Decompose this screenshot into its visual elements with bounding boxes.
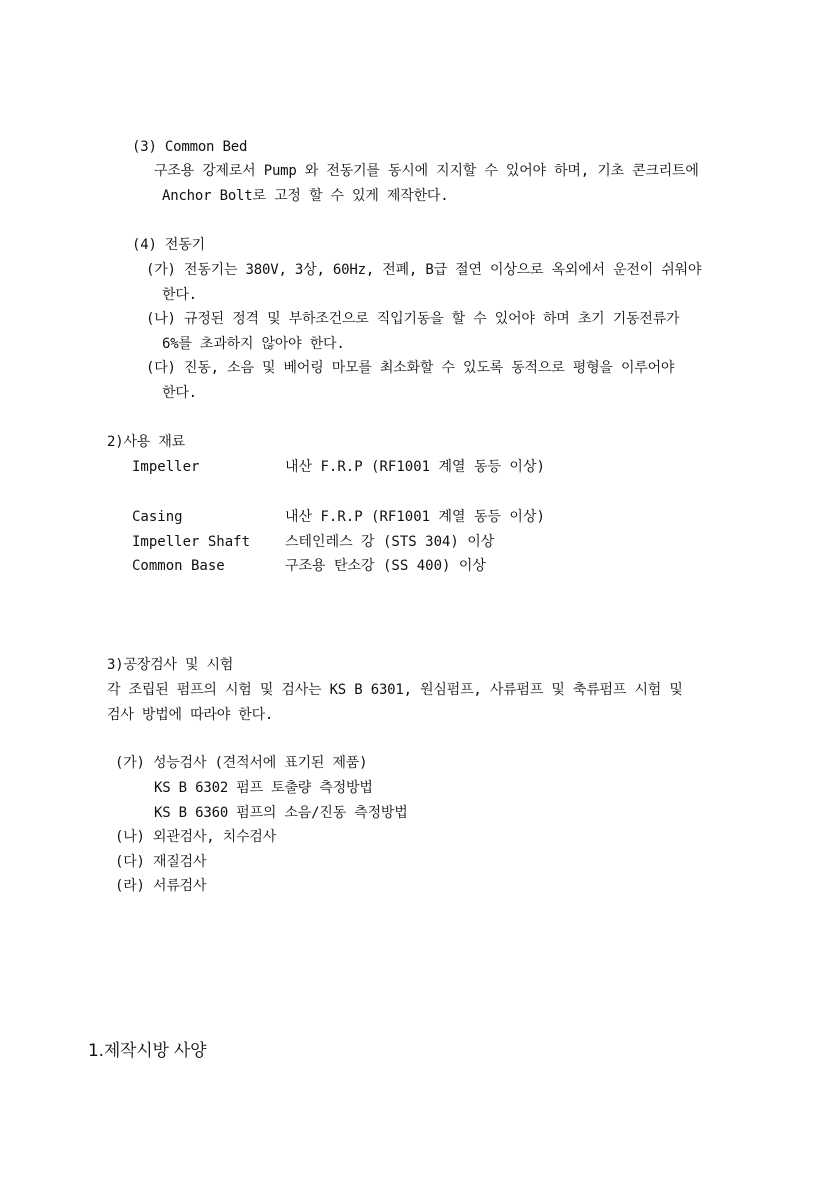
motor-item-na-line1: (나) 규정된 정격 및 부하조건으로 직입기동을 할 수 있어야 하며 초기 기동전류가 xyxy=(146,311,680,327)
section-heading: 1.제작시방 사양 xyxy=(88,1041,207,1061)
inspection-item-ga-sub2: KS B 6360 펌프의 소음/진동 측정방법 xyxy=(154,805,408,821)
inspection-intro-line2: 검사 방법에 따라야 한다. xyxy=(107,707,274,723)
motor-item-na-line2: 6%를 초과하지 않아야 한다. xyxy=(162,336,345,352)
inspection-item-da: (다) 재질검사 xyxy=(115,854,207,870)
motor-item-da-line2: 한다. xyxy=(162,385,197,401)
inspection-intro-line1: 각 조립된 펌프의 시험 및 검사는 KS B 6301, 원심펌프, 사류펌프 및 축류펌프 시험 및 xyxy=(107,682,683,698)
inspection-item-ra: (라) 서류검사 xyxy=(115,878,207,894)
motor-title: (4) 전동기 xyxy=(132,237,205,253)
material-name: Impeller Shaft xyxy=(132,534,251,550)
material-name: Casing xyxy=(132,509,183,525)
material-name: Common Base xyxy=(132,558,225,574)
material-spec: 내산 F.R.P (RF1001 계열 동등 이상) xyxy=(285,509,545,525)
motor-item-da-line1: (다) 진동, 소음 및 베어링 마모를 최소화할 수 있도록 동적으로 평형을 이루어야 xyxy=(146,360,675,376)
material-spec: 구조용 탄소강 (SS 400) 이상 xyxy=(285,558,486,574)
common-bed-text-line1: 구조용 강제로서 Pump 와 전동기를 동시에 지지할 수 있어야 하며, 기초 콘크리트에 xyxy=(154,163,699,179)
common-bed-title: (3) Common Bed xyxy=(132,139,248,155)
inspection-item-ga-sub1: KS B 6302 펌프 토출량 측정방법 xyxy=(154,780,373,796)
inspection-title: 3)공장검사 및 시험 xyxy=(107,657,234,673)
material-spec: 내산 F.R.P (RF1001 계열 동등 이상) xyxy=(285,459,545,475)
inspection-item-ga: (가) 성능검사 (견적서에 표기된 제품) xyxy=(115,755,368,771)
motor-item-ga-line1: (가) 전동기는 380V, 3상, 60Hz, 전폐, B급 절연 이상으로 옥외에서 운전이 쉬워야 xyxy=(146,262,702,278)
materials-title: 2)사용 재료 xyxy=(107,434,185,450)
motor-item-ga-line2: 한다. xyxy=(162,287,197,303)
common-bed-text-line2: Anchor Bolt로 고정 할 수 있게 제작한다. xyxy=(162,188,449,204)
material-name: Impeller xyxy=(132,459,200,475)
material-spec: 스테인레스 강 (STS 304) 이상 xyxy=(285,534,495,550)
inspection-item-na: (나) 외관검사, 치수검사 xyxy=(115,829,277,845)
